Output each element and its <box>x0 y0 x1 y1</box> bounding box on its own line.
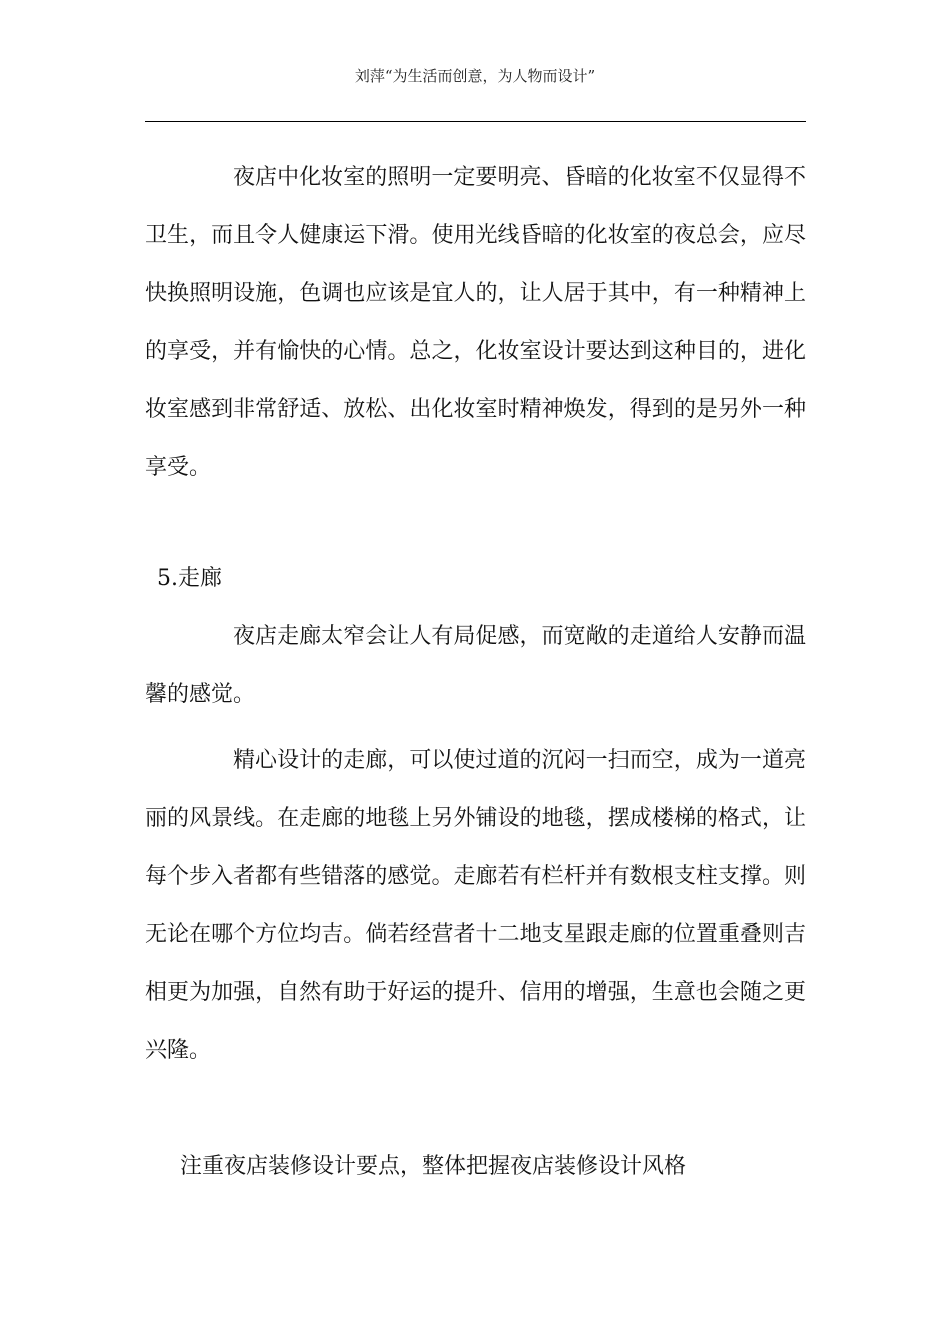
corridor-paragraph-1: 夜店走廊太窄会让人有局促感，而宽敞的走道给人安静而温馨的感觉。 <box>145 624 806 707</box>
spacer <box>145 1080 806 1138</box>
document-body <box>145 149 806 1196</box>
makeup-room-paragraph: 夜店中化妆室的照明一定要明亮、昏暗的化妆室不仅显得不卫生，而且令人健康运下滑。使用光线昏暗的化妆室的夜总会，应尽快换照明设施，色调也应该是宜人的，让人居于其中，有一种精神上的享受，并有愉快的心情。总之，化妆室设计要达到这种目的，进化妆室感到非常舒适、放松、出化妆室时精神焕发，得到的是另外一种享受。 <box>145 165 806 480</box>
spacer <box>145 497 806 550</box>
page-header: 刘萍“为生活而创意，为人物而设计” <box>354 67 596 85</box>
header-divider <box>145 121 806 122</box>
closing-subtitle: 注重夜店装修设计要点，整体把握夜店装修设计风格 <box>180 1154 687 1179</box>
section-heading-corridor: 5.走廊 <box>157 566 222 591</box>
corridor-paragraph-2: 精心设计的走廊，可以使过道的沉闷一扫而空，成为一道亮丽的风景线。在走廊的地毯上另外铺设的地毯，摆成楼梯的格式，让每个步入者都有些错落的感觉。走廊若有栏杆并有数根支柱支撑。则无论在哪个方位均吉。倘若经营者十二地支星跟走廊的位置重叠则吉相更为加强，自然有助于好运的提升、信用的增强，生意也会随之更兴隆。 <box>145 748 806 1063</box>
spacer <box>145 724 806 732</box>
